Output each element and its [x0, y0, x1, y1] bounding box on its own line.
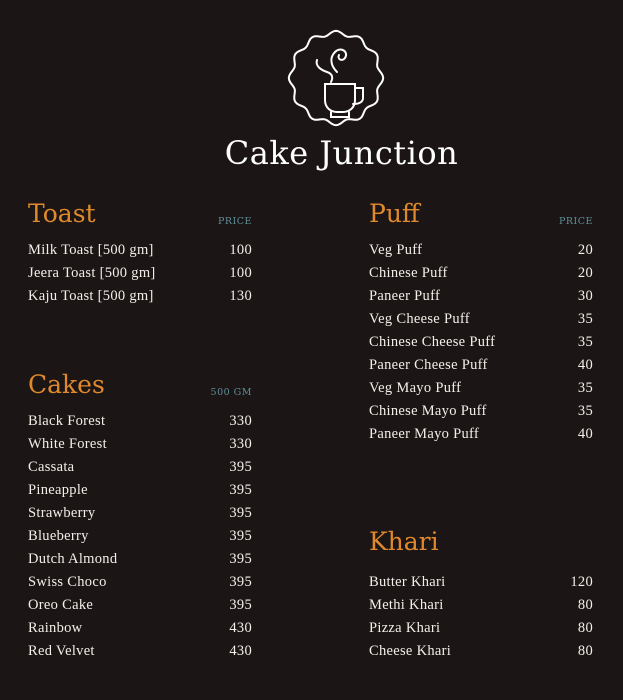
item-price: 100 — [229, 242, 252, 258]
menu-item — [369, 354, 593, 377]
section-toast — [28, 199, 252, 308]
menu-item — [28, 410, 252, 433]
item-price: 20 — [577, 242, 593, 258]
item-price: 120 — [570, 574, 593, 590]
menu-item — [28, 594, 252, 617]
item-price: 80 — [577, 643, 593, 659]
item-price: 330 — [229, 436, 252, 452]
menu-item — [369, 285, 593, 308]
item-name: Strawberry — [28, 505, 96, 521]
column-label: 500 GM — [210, 387, 252, 398]
item-name: Pineapple — [28, 482, 88, 498]
section-title: Cakes — [28, 370, 105, 399]
item-name: Veg Puff — [369, 242, 423, 258]
menu-item — [28, 433, 252, 456]
menu-item — [28, 239, 252, 262]
item-price: 30 — [577, 288, 593, 304]
section-khari — [369, 527, 593, 663]
menu-item — [369, 594, 593, 617]
item-name: Chinese Mayo Puff — [369, 403, 487, 419]
menu-item — [369, 239, 593, 262]
item-name: Veg Mayo Puff — [369, 380, 462, 396]
item-name: Paneer Puff — [369, 288, 441, 304]
menu-item — [28, 285, 252, 308]
menu-item — [369, 331, 593, 354]
item-price: 330 — [229, 413, 252, 429]
menu-item — [369, 262, 593, 285]
menu-item — [28, 548, 252, 571]
item-price: 40 — [577, 357, 593, 373]
item-name: Milk Toast [500 gm] — [28, 242, 154, 258]
item-name: Red Velvet — [28, 643, 95, 659]
menu-item — [28, 479, 252, 502]
item-price: 395 — [229, 528, 252, 544]
item-name: Oreo Cake — [28, 597, 94, 613]
item-name: Black Forest — [28, 413, 106, 429]
item-name: Jeera Toast [500 gm] — [28, 265, 156, 281]
item-price: 430 — [229, 643, 252, 659]
menu-item — [369, 617, 593, 640]
item-price: 395 — [229, 551, 252, 567]
item-price: 35 — [577, 311, 593, 327]
item-name: Paneer Cheese Puff — [369, 357, 488, 373]
item-price: 20 — [577, 265, 593, 281]
item-name: Methi Khari — [369, 597, 444, 613]
column-label: PRICE — [558, 216, 593, 227]
item-name: Kaju Toast [500 gm] — [28, 288, 154, 304]
item-price: 40 — [577, 426, 593, 442]
item-name: Dutch Almond — [28, 551, 118, 567]
item-name: Veg Cheese Puff — [369, 311, 470, 327]
item-price: 35 — [577, 403, 593, 419]
item-price: 80 — [577, 597, 593, 613]
menu-item — [28, 456, 252, 479]
item-name: Cheese Khari — [369, 643, 452, 659]
menu-item — [369, 423, 593, 446]
item-price: 395 — [229, 482, 252, 498]
menu-item — [28, 525, 252, 548]
item-price: 80 — [577, 620, 593, 636]
item-price: 395 — [229, 597, 252, 613]
item-name: Blueberry — [28, 528, 89, 544]
column-label: PRICE — [217, 216, 252, 227]
item-price: 395 — [229, 459, 252, 475]
section-title: Khari — [369, 527, 439, 556]
item-name: Paneer Mayo Puff — [369, 426, 480, 442]
section-title: Toast — [28, 199, 96, 228]
item-price: 430 — [229, 620, 252, 636]
item-name: Chinese Puff — [369, 265, 448, 281]
item-name: White Forest — [28, 436, 107, 452]
menu-item — [28, 617, 252, 640]
item-name: Pizza Khari — [369, 620, 441, 636]
item-price: 35 — [577, 380, 593, 396]
item-price: 130 — [229, 288, 252, 304]
item-price: 395 — [229, 574, 252, 590]
menu-item — [369, 400, 593, 423]
menu-item — [28, 571, 252, 594]
menu-item — [369, 640, 593, 663]
menu-item — [369, 377, 593, 400]
section-title: Puff — [369, 199, 420, 228]
section-puff — [369, 199, 593, 446]
item-name: Chinese Cheese Puff — [369, 334, 496, 350]
item-name: Butter Khari — [369, 574, 446, 590]
item-name: Cassata — [28, 459, 75, 475]
item-price: 395 — [229, 505, 252, 521]
section-cakes — [28, 370, 252, 663]
menu-item — [28, 640, 252, 663]
brand-title: Cake Junction — [224, 134, 459, 172]
item-name: Swiss Choco — [28, 574, 107, 590]
menu-item — [28, 262, 252, 285]
menu-item — [28, 502, 252, 525]
coffee-cup-icon — [287, 22, 385, 134]
menu-item — [369, 308, 593, 331]
item-price: 35 — [577, 334, 593, 350]
menu-item — [369, 571, 593, 594]
item-name: Rainbow — [28, 620, 83, 636]
item-price: 100 — [229, 265, 252, 281]
